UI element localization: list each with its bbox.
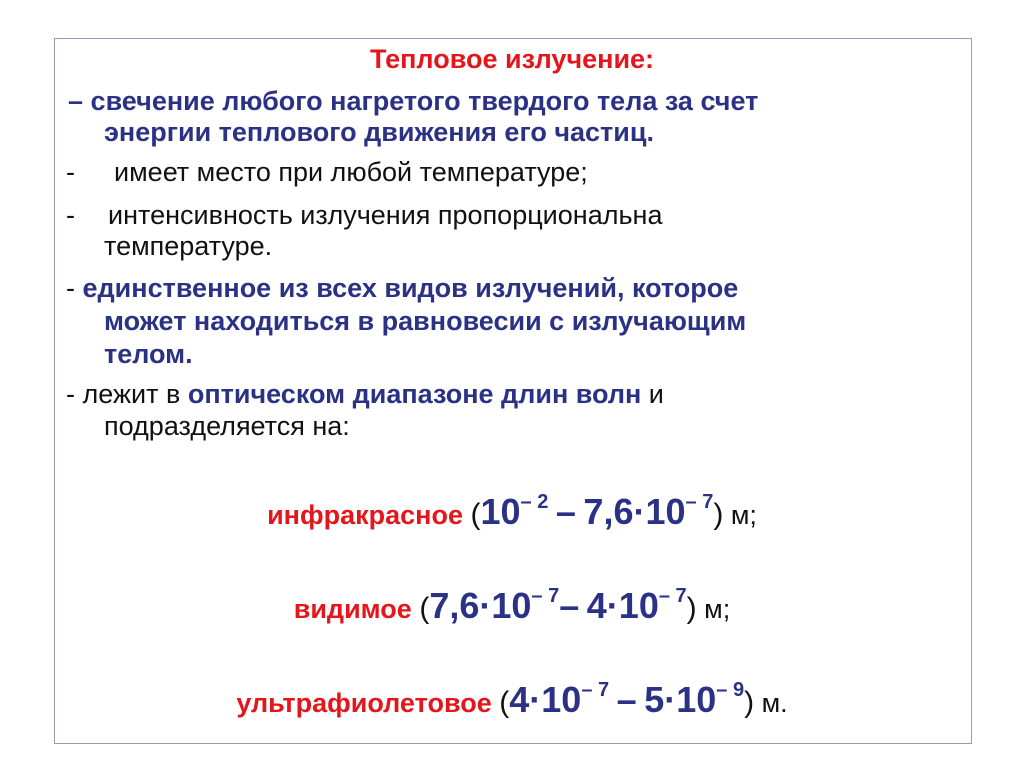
item-intensity-line-1	[66, 199, 662, 231]
range-separator: –	[559, 585, 580, 626]
range-ultraviolet	[0, 670, 1024, 723]
range-unit: м;	[704, 594, 731, 624]
item-prefix: - лежит в	[66, 379, 181, 409]
range-to-mantissa: 5	[644, 679, 665, 720]
range-label: инфракрасное	[267, 500, 463, 530]
item-text: имеет место при любой температуре;	[114, 157, 588, 187]
item-any-temperature	[66, 156, 588, 188]
range-to-exponent: – 7	[658, 585, 687, 607]
range-to-mantissa: 4	[586, 585, 607, 626]
definition-dash: –	[68, 86, 84, 116]
range-unit: м;	[730, 500, 757, 530]
range-label: видимое	[293, 594, 412, 624]
item-dash: -	[66, 200, 75, 230]
range-label: ультрафиолетовое	[236, 688, 492, 718]
range-to-exponent: – 7	[685, 491, 714, 513]
multiplication-dot: ·	[529, 679, 542, 720]
range-close-paren: )	[744, 686, 755, 719]
item-optical-range-line-1	[66, 378, 664, 410]
range-from-base: 10	[491, 585, 532, 626]
range-to-mantissa: 7,6	[583, 491, 634, 532]
range-from-mantissa: 7,6	[429, 585, 480, 626]
range-from-exponent: – 2	[520, 491, 549, 513]
item-equilibrium-line-2: может находиться в равновесии с излучающим	[104, 306, 747, 336]
definition-line-2: энергии теплового движения его частиц.	[104, 117, 654, 147]
range-from-exponent: – 7	[531, 585, 560, 607]
item-dash: -	[66, 273, 75, 303]
range-to-exponent: – 9	[716, 679, 745, 701]
range-from-exponent: – 7	[581, 679, 610, 701]
item-equilibrium-line-1	[66, 272, 738, 304]
item-intensity-line-2: температуре.	[104, 231, 273, 261]
range-close-paren: )	[686, 592, 697, 625]
range-unit: м.	[761, 688, 788, 718]
item-dash: -	[66, 157, 75, 187]
slide-title: Тепловое излучение:	[369, 44, 655, 74]
item-optical-range-line-2: подразделяется на:	[104, 411, 350, 441]
item-equilibrium-line-3: телом.	[104, 339, 193, 369]
range-infrared	[0, 482, 1024, 535]
range-close-paren: )	[713, 498, 724, 531]
definition-line-1	[68, 85, 758, 117]
range-from-mantissa: 4	[509, 679, 530, 720]
multiplication-dot: ·	[633, 491, 646, 532]
multiplication-dot: ·	[479, 585, 492, 626]
definition-text-1: свечение любого нагретого твердого тела за счет	[90, 86, 759, 116]
range-from-base: 10	[480, 491, 521, 532]
range-separator: –	[616, 679, 637, 720]
multiplication-dot: ·	[664, 679, 677, 720]
item-highlight: оптическом диапазоне длин волн	[187, 379, 642, 409]
item-suffix: и	[648, 379, 664, 409]
range-visible	[0, 576, 1024, 629]
range-to-base: 10	[645, 491, 686, 532]
range-open-paren: (	[499, 686, 510, 719]
range-open-paren: (	[419, 592, 430, 625]
range-open-paren: (	[470, 498, 481, 531]
range-from-base: 10	[541, 679, 582, 720]
multiplication-dot: ·	[606, 585, 619, 626]
item-text: единственное из всех видов излучений, которое	[82, 273, 739, 303]
range-to-base: 10	[676, 679, 717, 720]
item-text: интенсивность излучения пропорциональна	[108, 200, 663, 230]
range-separator: –	[555, 491, 576, 532]
range-to-base: 10	[618, 585, 659, 626]
